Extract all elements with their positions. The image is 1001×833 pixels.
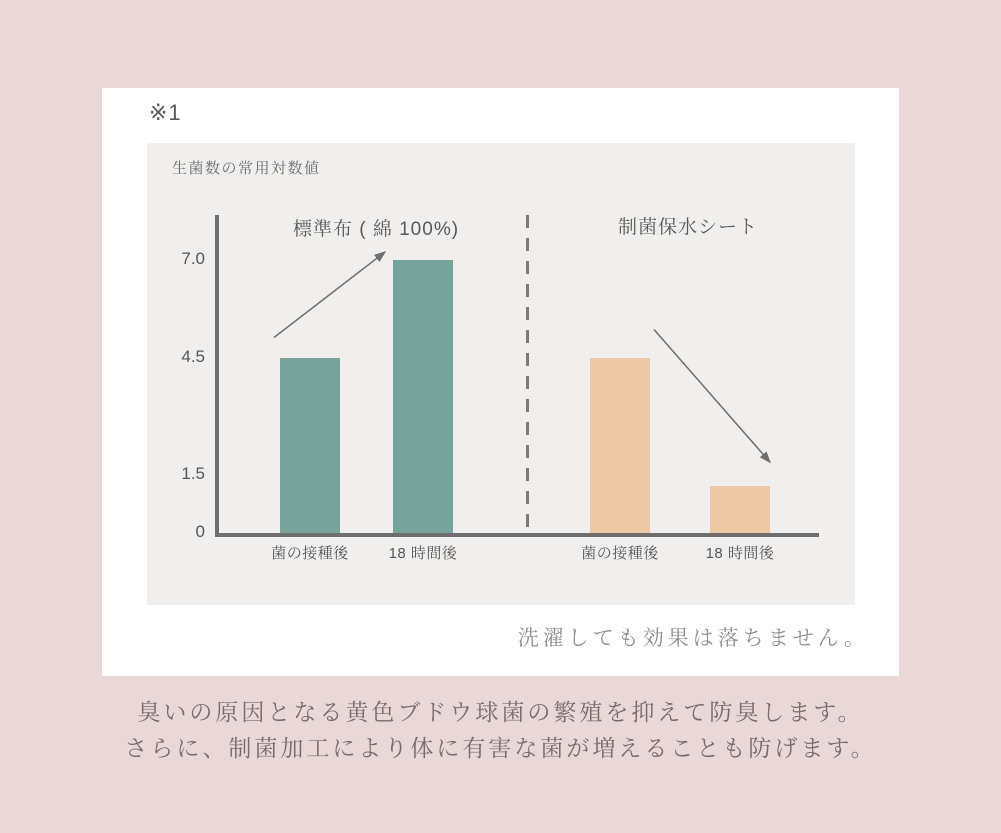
- x-category-label: 18 時間後: [705, 545, 775, 562]
- footer-line-1: 臭いの原因となる黄色ブドウ球菌の繁殖を抑えて防臭します。: [137, 699, 864, 725]
- chart-card: [102, 88, 899, 676]
- chart-panel: [147, 143, 855, 605]
- trend-arrow-down: [654, 330, 770, 463]
- footnote-ref: ※1: [149, 100, 182, 125]
- y-tick-label: 0: [195, 522, 205, 541]
- y-tick-label: 1.5: [181, 463, 205, 483]
- series-title-standard-cloth: 標準布 ( 綿 100%): [292, 219, 460, 240]
- chart-bar: [710, 486, 770, 533]
- y-axis-line: [215, 215, 219, 537]
- x-axis-line: [215, 533, 819, 537]
- x-category-label: 18 時間後: [388, 545, 458, 562]
- chart-bar: [590, 358, 650, 534]
- y-tick-label: 4.5: [181, 346, 205, 366]
- footer-line-2: さらに、制菌加工により体に有害な菌が増えることも防げます。: [124, 735, 877, 761]
- y-axis-title: 生菌数の常用対数値: [172, 160, 321, 177]
- footer-description: [0, 694, 1001, 766]
- chart-bar: [393, 260, 453, 533]
- chart-bar: [280, 358, 340, 534]
- y-tick-label: 7.0: [181, 249, 205, 268]
- washing-caption: 洗濯しても効果は落ちません。: [517, 627, 869, 650]
- series-title-antibacterial-sheet: 制菌保水シート: [617, 217, 758, 238]
- x-category-label: 菌の接種後: [271, 545, 349, 562]
- trend-arrow-up: [274, 252, 385, 338]
- x-category-label: 菌の接種後: [581, 545, 659, 562]
